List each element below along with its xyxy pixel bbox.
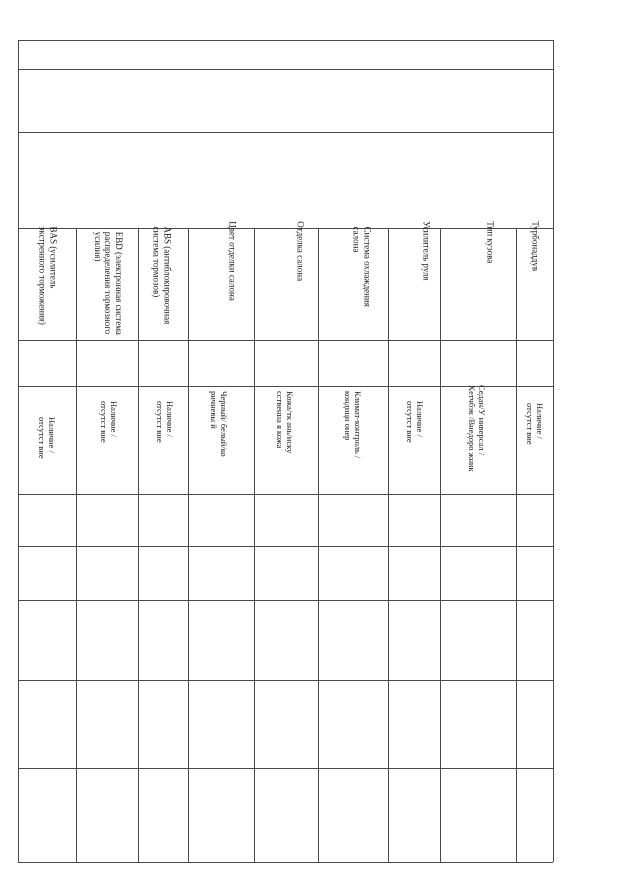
feature-name: Отделка салона [295,221,306,282]
table-row [138,228,188,340]
table-cell [440,386,516,494]
feature-name: Тип кузова [485,221,496,264]
table-cell [138,386,188,494]
header-line [18,132,553,133]
table-cell [76,386,138,494]
table-row [76,228,138,340]
header-line [18,340,553,341]
feature-name: Усилитель руля [421,221,432,281]
feature-name: ABS (антиблокировочная система тормозов) [152,226,173,325]
table-top-border [18,40,553,41]
header-line [18,680,553,681]
feature-options: Наличие /отсутст вие [99,401,119,443]
feature-name: Турбонаддув [530,221,541,272]
feature-name: BAS (усилитель экстренного торможения) [38,226,59,325]
feature-options: Наличие /отсутст вие [405,401,425,443]
table-cell [318,386,388,494]
feature-options: Климат-контроль /кондици онер [343,391,363,459]
table-cell [516,386,553,494]
feature-name: EBD (электронная система распределения тормозного усилия) [92,231,124,335]
table-cell [18,386,76,494]
table-row [18,228,76,340]
feature-options: Седан/У ниверсал /Хетчбэк /Внедоро жник [467,385,487,472]
table-row [516,221,553,340]
header-line [18,69,553,70]
feature-options: Наличие /отсутст вие [37,417,57,459]
table-cell [188,386,254,494]
feature-options: Наличие /отсутст вие [155,401,175,443]
header-line [18,494,553,495]
header-line [18,546,553,547]
header-line [18,768,553,769]
feature-options: Кожа/тк ань/иску сственна я кожа [275,391,295,454]
table-row [254,221,318,340]
table-row [440,221,516,340]
feature-name: Цвет отделки салона [227,221,238,301]
table-row [318,228,388,340]
table-row [188,221,254,340]
feature-name: Система охлаждения салона [352,226,373,307]
table-cell [254,386,318,494]
feature-options: Черный/ белый/ко ричневы й [209,391,229,457]
table-row [388,221,440,340]
feature-options: Наличие /отсутст вие [525,403,545,445]
header-line [18,600,553,601]
table-cell [388,386,440,494]
table-bottom-border [18,862,553,863]
table-right-border [553,40,554,862]
